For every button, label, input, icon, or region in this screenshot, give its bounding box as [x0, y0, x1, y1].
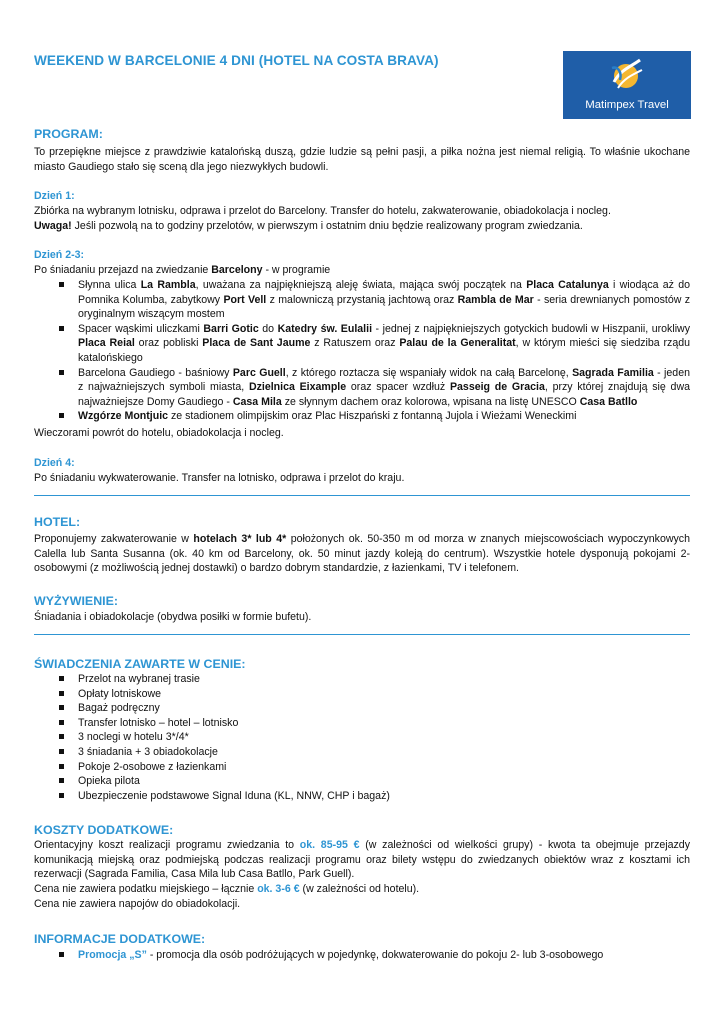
- b1-6: z malowniczą przystanią jachtową oraz: [266, 293, 458, 306]
- divider: [34, 634, 690, 635]
- b2-2: do: [258, 322, 278, 335]
- list-item: [34, 322, 690, 366]
- included-heading: ŚWIADCZENIA ZAWARTE W CENIE:: [34, 657, 246, 671]
- logo-text: Matimpex Travel: [585, 99, 669, 112]
- day23-intro-a: Po śniadaniu przejazd na zwiedzanie: [34, 264, 212, 276]
- b2-4: - jednej z najpiękniejszych gotyckich budowli w Hiszpanii, urokliwy: [372, 322, 691, 335]
- b2-7: Placa de Sant Jaume: [202, 337, 311, 350]
- day23-outro: Wieczorami powrót do hotelu, obiadokolacja i nocleg.: [34, 427, 284, 439]
- list-item: [34, 760, 690, 775]
- included-item: Bagaż podręczny: [78, 702, 160, 715]
- costs-p2-c: (w zależności od hotelu).: [299, 883, 420, 895]
- b1-1: La Rambla: [140, 279, 196, 291]
- bullet-icon: [59, 705, 64, 710]
- b3-7: Passeig de Gracia: [449, 381, 545, 394]
- day23-intro: [34, 263, 690, 278]
- b1-0: Słynna ulica: [78, 279, 141, 291]
- costs-p2-a: Cena nie zawiera podatku miejskiego – łącznie: [34, 883, 258, 895]
- info-heading: INFORMACJE DODATKOWE:: [34, 932, 206, 946]
- b1-7: Rambla de Mar: [457, 293, 534, 306]
- bullet-icon: [59, 749, 64, 754]
- b3-8: , przy której znajdują się dwa najważniejsze Domy Gaudiego -: [78, 381, 690, 408]
- b1-8: - seria drewnianych pomostów z oryginalnym wiszącym mostem: [78, 293, 691, 321]
- list-item: [34, 730, 690, 745]
- list-item: [34, 745, 690, 760]
- b1-3: Placa Catalunya: [526, 279, 609, 291]
- bullet-icon: [59, 326, 64, 331]
- b3-2: , z którego roztacza się wspaniały widok na całą Barcelonę,: [285, 366, 573, 379]
- day1-text: Zbiórka na wybranym lotnisku, odprawa i przelot do Barcelony. Transfer do hotelu, zakwaterowanie, obiadokolacja i nocleg.: [34, 205, 611, 217]
- bullet-icon: [59, 720, 64, 725]
- bullet-icon: [59, 778, 64, 783]
- divider: [34, 495, 690, 496]
- b3-6: oraz spacer wzdłuż: [346, 381, 450, 394]
- b2-5: Placa Reial: [78, 337, 135, 350]
- day1-label: Dzień 1:: [34, 190, 75, 202]
- list-item: [34, 366, 690, 410]
- b2-0: Spacer wąskimi uliczkami: [78, 322, 204, 335]
- b3-11: Casa Batllo: [579, 395, 638, 408]
- included-item: Opieka pilota: [78, 775, 140, 788]
- day23-intro-c: - w programie: [262, 264, 331, 276]
- b2-9: Palau de la Generalitat: [399, 337, 516, 350]
- list-item: [34, 774, 690, 789]
- included-item: Opłaty lotniskowe: [78, 687, 162, 700]
- b3-5: Dzielnica Eixample: [248, 381, 347, 394]
- bullet-icon: [59, 691, 64, 696]
- program-intro: To przepiękne miejsce z prawdziwie katalońską duszą, gdzie ludzie są pełni pasji, a piłka nożna jest niemal religią. To właśnie ukochane miasto Gaudiego stało się sceną dla jego niezwykłych budowli.: [34, 146, 690, 173]
- list-item: [34, 701, 690, 716]
- b2-10: , w którym mieści się siedziba rządu katalońskiego: [78, 337, 690, 364]
- included-item: Przelot na wybranej trasie: [78, 673, 200, 685]
- included-item: 3 noclegi w hotelu 3*/4*: [78, 731, 189, 744]
- hotel-heading: HOTEL:: [34, 515, 81, 529]
- b3-1: Parc Guell: [232, 366, 286, 379]
- b1-4: i wiodąca aż do Pomnika Kolumba, zabytkowy: [78, 279, 690, 306]
- b3-4: - jeden z najważniejszych symboli miasta,: [78, 366, 690, 394]
- hotel-text-c: położonych ok. 50-350 m od morza w znanych miejscowościach wypoczynkowych Calella lub Santa Susanna (ok. 40 km od Barcelony, ok. 50 minut jazdy koleją do centrum). Wszystkie hotele dysponują pokojami 2-osobowymi (z możliwością jednej dostawki) o bardzo dobrym standardzie, z łazienkami, TV i telefonem.: [34, 533, 690, 575]
- promo-text: - promocja dla osób podróżujących w pojedynkę, dokwaterowanie do pokoju 2- lub 3-osobowego: [146, 949, 604, 961]
- day1-note-bold: Uwaga!: [34, 220, 72, 232]
- page-title: WEEKEND W BARCELONIE 4 DNI (HOTEL NA COSTA BRAVA): [34, 53, 439, 68]
- b3-9: Casa Mila: [232, 395, 282, 408]
- program-heading: PROGRAM:: [34, 127, 103, 141]
- b1-2: , uważana za najpiękniejszą aleję świata, mająca swój początek na: [195, 279, 527, 291]
- bullet-icon: [59, 676, 64, 681]
- day23-label: Dzień 2-3:: [34, 249, 85, 261]
- costs-p1: [34, 838, 690, 882]
- food-text: Śniadania i obiadokolacje (obydwa posiłki w formie bufetu).: [34, 611, 312, 623]
- b4-1: ze stadionem olimpijskim oraz Plac Hiszpański z fontanną Jujola i Wieżami Weneckimi: [168, 410, 577, 423]
- promo-label: Promocja „S”: [78, 949, 147, 961]
- included-list: [34, 672, 690, 803]
- day1-note-text: Jeśli pozwolą na to godziny przelotów, w pierwszym i ostatnim dniu będzie realizowany program zwiedzania.: [71, 220, 583, 232]
- list-item: [34, 672, 690, 687]
- bullet-icon: [59, 413, 64, 418]
- costs-p3: Cena nie zawiera napojów do obiadokolacji.: [34, 898, 241, 910]
- bullet-icon: [59, 764, 64, 769]
- bullet-icon: [59, 734, 64, 739]
- day1-note: [34, 219, 690, 234]
- list-item: [34, 278, 690, 322]
- list-item: [34, 948, 690, 963]
- list-item: [34, 687, 690, 702]
- costs-p1-a: Orientacyjny koszt realizacji programu zwiedzania to: [34, 839, 300, 851]
- b1-5: Port Vell: [223, 293, 267, 306]
- bullet-icon: [59, 952, 64, 957]
- included-item: Transfer lotnisko – hotel – lotnisko: [78, 716, 239, 729]
- b2-3: Katedry św. Eulalii: [277, 322, 373, 335]
- costs-p2: [34, 882, 690, 897]
- hotel-text-a: Proponujemy zakwaterowanie w: [34, 533, 194, 545]
- bullet-icon: [59, 793, 64, 798]
- hotel-text-b: hotelach 3* lub 4*: [193, 533, 287, 545]
- b3-0: Barcelona Gaudiego - baśniowy: [78, 366, 233, 379]
- costs-price: ok. 85-95 €: [299, 839, 360, 851]
- bullet-icon: [59, 370, 64, 375]
- bullet-icon: [59, 282, 64, 287]
- b2-6: oraz pobliski: [134, 337, 203, 350]
- food-heading: WYŻYWIENIE:: [34, 594, 118, 608]
- day4-text: Po śniadaniu wykwaterowanie. Transfer na lotnisko, odprawa i przelot do kraju.: [34, 472, 405, 484]
- costs-p1-c: (w zależności od wielkości grupy) - kwota ta obejmuje przejazdy komunikacją miejską oraz podmiejską podczas realizacji programu oraz bilety wstępu do zwiedzanych obiektów wraz z kosztami ich rezerwacji (Sagrada Familia, Casa Mila lub Casa Batllo, Park Guell).: [34, 839, 690, 881]
- info-list: [34, 948, 690, 963]
- day4-label: Dzień 4:: [34, 457, 75, 469]
- b2-8: z Ratuszem oraz: [310, 337, 400, 350]
- costs-tax: ok. 3-6 €: [257, 883, 300, 895]
- day23-intro-b: Barcelony: [211, 264, 263, 276]
- costs-heading: KOSZTY DODATKOWE:: [34, 823, 174, 837]
- list-item: [34, 409, 690, 424]
- list-item: [34, 789, 690, 804]
- b2-1: Barri Gotic: [203, 322, 259, 335]
- hotel-text: [34, 532, 690, 576]
- included-item: 3 śniadania + 3 obiadokolacje: [78, 745, 218, 758]
- b3-10: ze słynnym dachem oraz kolorowa, wpisana na listę UNESCO: [281, 395, 580, 408]
- day23-list: [34, 278, 690, 424]
- logo-emblem-icon: [610, 56, 644, 94]
- b3-3: Sagrada Familia: [572, 366, 654, 379]
- list-item: [34, 716, 690, 731]
- included-item: Ubezpieczenie podstawowe Signal Iduna (KL, NNW, CHP i bagaż): [78, 789, 390, 802]
- company-logo: [563, 51, 691, 119]
- included-item: Pokoje 2-osobowe z łazienkami: [78, 760, 227, 773]
- b4-0: Wzgórze Montjuic: [78, 410, 169, 423]
